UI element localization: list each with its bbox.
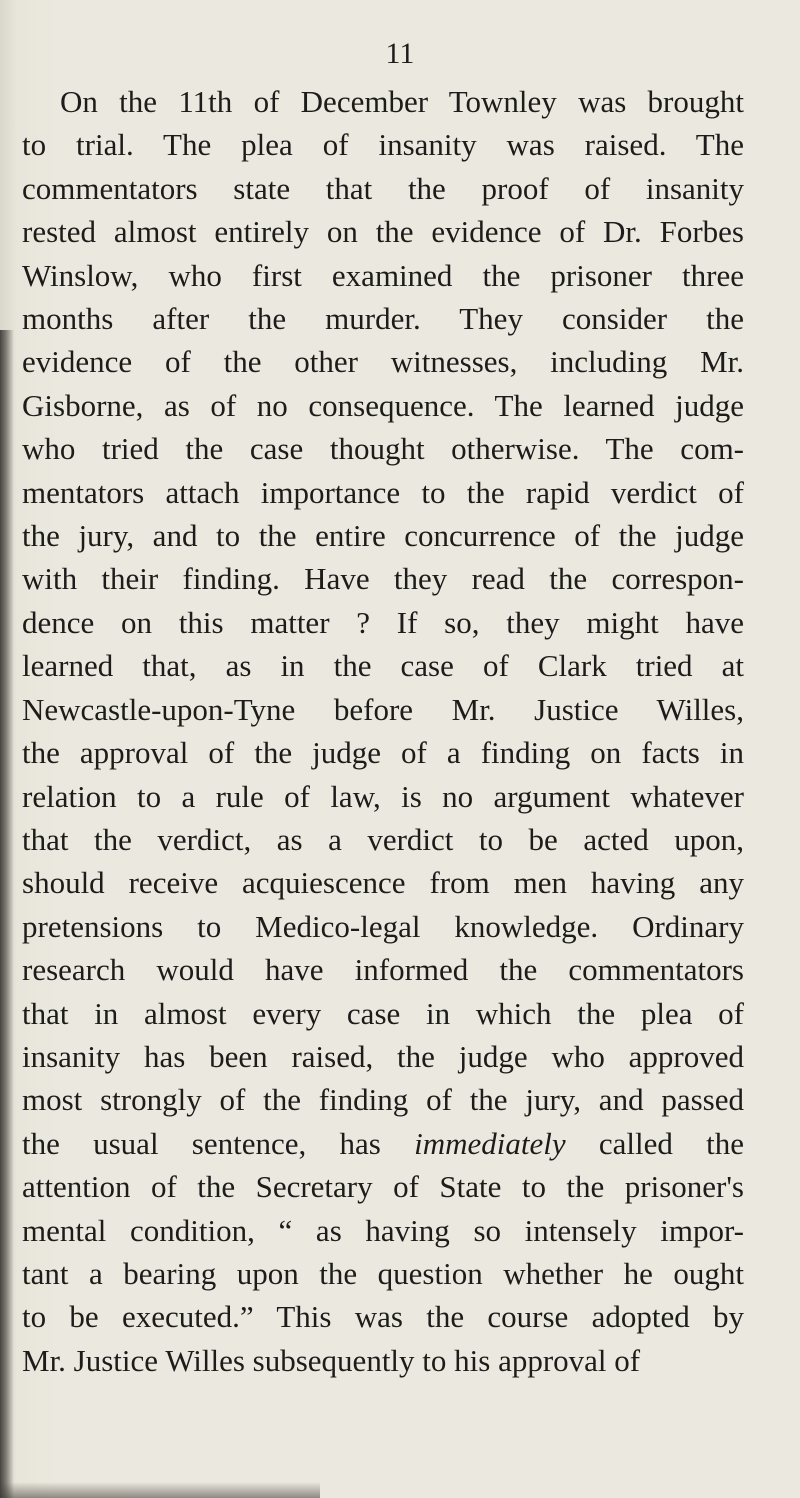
text-line: with their finding. Have they read the correspon- (22, 561, 744, 597)
text-line: that in almost every case in which the plea of (22, 995, 744, 1031)
text-line: relation to a rule of law, is no argument whatever (22, 778, 744, 814)
text-line: Mr. Justice Willes subsequently to his approval of (22, 1342, 641, 1378)
text-line: who tried the case thought otherwise. The com- (22, 431, 744, 467)
text-line: Gisborne, as of no consequence. The learned judge (22, 387, 744, 423)
page-edge-shadow (0, 1482, 320, 1498)
text-line: learned that, as in the case of Clark tried at (22, 648, 744, 684)
text-line: tant a bearing upon the question whether he ought (22, 1255, 744, 1291)
body-paragraph (22, 80, 744, 1382)
text-line: commentators state that the proof of insanity (22, 170, 744, 206)
text-line: to be executed.” This was the course adopted by (22, 1299, 744, 1335)
text-line: evidence of the other witnesses, including Mr. (22, 344, 744, 380)
text-line: attention of the Secretary of State to the prisoner's (22, 1169, 744, 1205)
text-line: to trial. The plea of insanity was raised. The (22, 127, 744, 163)
text-line: insanity has been raised, the judge who approved (22, 1038, 744, 1074)
text-line: should receive acquiescence from men having any (22, 865, 744, 901)
text-line: Newcastle-upon-Tyne before Mr. Justice Willes, (22, 691, 744, 727)
text-fragment: the usual sentence, has (22, 1125, 415, 1161)
text-line: mental condition, “ as having so intensely impor- (22, 1212, 744, 1248)
text-line: rested almost entirely on the evidence of Dr. Forbes (22, 214, 744, 250)
text-line: months after the murder. They consider the (22, 301, 744, 337)
text-line: Winslow, who first examined the prisoner three (22, 257, 744, 293)
text-line: the jury, and to the entire concurrence of the judge (22, 518, 744, 554)
text-line: research would have informed the commentators (22, 952, 744, 988)
text-line: dence on this matter ? If so, they might have (22, 604, 744, 640)
text-line: the approval of the judge of a finding on facts in (22, 735, 744, 771)
text-line: that the verdict, as a verdict to be acted upon, (22, 821, 744, 857)
text-line: most strongly of the finding of the jury, and passed (22, 1082, 744, 1118)
binding-shadow (0, 330, 14, 1498)
text-fragment: called the (565, 1125, 744, 1161)
emphasized-word: immediately (414, 1125, 566, 1161)
text-line: mentators attach importance to the rapid verdict of (22, 474, 744, 510)
text-line-with-emphasis (22, 1122, 744, 1165)
text-line: pretensions to Medico-legal knowledge. Ordinary (22, 908, 744, 944)
text-line: On the 11th of December Townley was brought (60, 84, 744, 119)
page-number: 11 (385, 37, 415, 70)
